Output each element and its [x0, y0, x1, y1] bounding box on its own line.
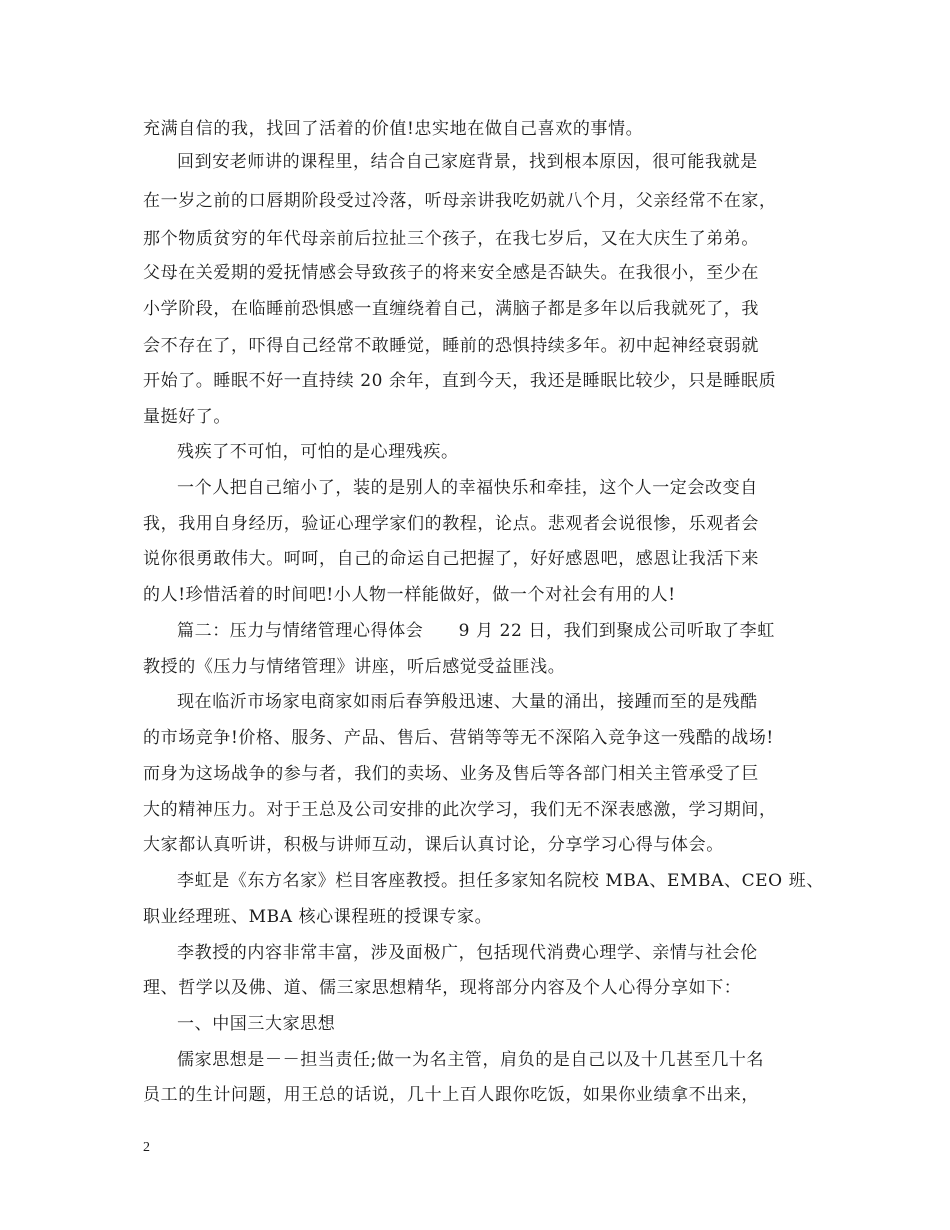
paragraph-start-line: 回到安老师讲的课程里，结合自己家庭背景，找到根本原因，很可能我就是 — [177, 152, 758, 172]
text-line: 教授的《压力与情绪管理》讲座，听后感觉受益匪浅。 — [143, 657, 566, 677]
paragraph-start-line: 一个人把自己缩小了，装的是别人的幸福快乐和牵挂，这个人一定会改变自 — [177, 478, 758, 498]
text-line: 理、哲学以及佛、道、儒三家思想精华，现将部分内容及个人心得分享如下： — [143, 978, 742, 998]
subheading-line: 一、中国三大家思想 — [177, 1014, 336, 1034]
text-line: 充满自信的我，找回了活着的价值!忠实地在做自己喜欢的事情。 — [143, 119, 644, 139]
text-line: 父母在关爱期的爱抚情感会导致孩子的将来安全感是否缺失。在我很小，至少在 — [143, 263, 759, 283]
text-line: 在一岁之前的口唇期阶段受过冷落，听母亲讲我吃奶就八个月，父亲经常不在家， — [143, 191, 777, 211]
text-line: 员工的生计问题，用王总的话说，几十上百人跟你吃饭，如果你业绩拿不出来， — [143, 1085, 759, 1105]
text-line: 职业经理班、MBA 核心课程班的授课专家。 — [143, 907, 493, 927]
text-line: 开始了。睡眠不好一直持续 20 余年，直到今天，我还是睡眠比较少，只是睡眠质 — [143, 371, 777, 391]
paragraph-start-line: 儒家思想是－－担当责任;做一为名主管，肩负的是自己以及十几甚至几十名 — [177, 1050, 765, 1070]
text-line: 那个物质贫穷的年代母亲前后拉扯三个孩子，在我七岁后，又在大庆生了弟弟。 — [143, 229, 759, 249]
text-line: 小学阶段，在临睡前恐惧感一直缠绕着自己，满脑子都是多年以后我就死了，我 — [143, 299, 759, 319]
paragraph-start-line: 李教授的内容非常丰富，涉及面极广，包括现代消费心理学、亲情与社会伦 — [177, 943, 758, 963]
text-line: 量挺好了。 — [143, 407, 231, 427]
paragraph-start-line: 现在临沂市场家电商家如雨后春笋般迅速、大量的涌出，接踵而至的是残酷 — [177, 692, 758, 712]
text-line: 说你很勇敢伟大。呵呵，自己的命运自己把握了，好好感恩吧，感恩让我活下来 — [143, 549, 759, 569]
text-line: 我，我用自身经历，验证心理学家们的教程，论点。悲观者会说很惨，乐观者会 — [143, 514, 759, 534]
text-line: 的人!珍惜活着的时间吧!小人物一样能做好，做一个对社会有用的人! — [143, 585, 676, 605]
text-line: 大的精神压力。对于王总及公司安排的此次学习，我们无不深表感激，学习期间， — [143, 800, 777, 820]
paragraph-start-line: 李虹是《东方名家》栏目客座教授。担任多家知名院校 MBA、EMBA、CEO 班、 — [177, 871, 824, 891]
section-heading-line: 篇二：压力与情绪管理心得体会 9 月 22 日，我们到聚成公司听取了李虹 — [177, 621, 775, 641]
text-line: 大家都认真听讲，积极与讲师互动，课后认真讨论，分享学习心得与体会。 — [143, 835, 724, 855]
text-line: 会不存在了，吓得自己经常不敢睡觉，睡前的恐惧持续多年。初中起神经衰弱就 — [143, 336, 759, 356]
text-line: 而身为这场战争的参与者，我们的卖场、业务及售后等各部门相关主管承受了巨 — [143, 764, 759, 784]
page-number: 2 — [143, 1140, 150, 1155]
text-line: 的市场竞争!价格、服务、产品、售后、营销等等无不深陷入竞争这一残酷的战场! — [143, 728, 774, 748]
paragraph-start-line: 残疾了不可怕，可怕的是心理残疾。 — [177, 442, 459, 462]
